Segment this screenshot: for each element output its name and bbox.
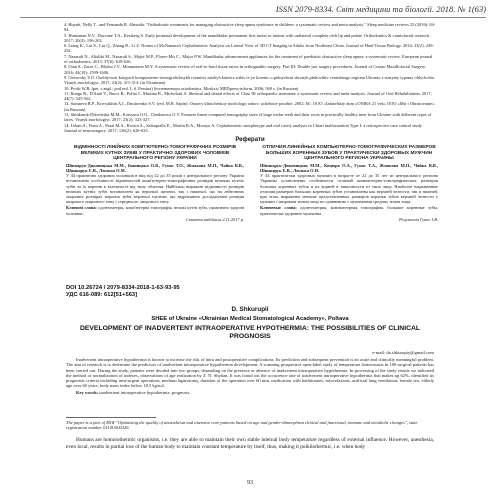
referat-stamp: Стаття надійшла 2.11.2017 р. <box>185 216 244 222</box>
udc-line: УДС 616-089: 612[51+563] <box>66 292 138 298</box>
referat-authors: Шінкарук-Диковицька М.М., Іваницька О.В., Гунас Т.О., Жмакова М.П., Чайка В.В., Шинкарук Є.В., Люлька О.М. <box>66 162 244 173</box>
reference-item: 10. Profit W.R. (per. s angl.; pod red. L.S. Persina) Sovremennaya ortodontiya. Moskva: MEDpress-inform, 2006; 560 s. (in Russian) <box>64 85 299 91</box>
reference-item: 12. Sarnaeva R.P., Krivyakhin A.I., Dmitrienko S.V. (red. M.R. Sapin). Osnovy klinicheskoy morfologii zubov: uchebnoe posobie. 2002; M.: OOO «Izdatelskiy dom «ONIKS 21 vek» OOO «Mir i Obrazovanie». (in Russian) <box>64 101 436 112</box>
reference-item: 13. Shinkaruk-Dikovitska M.M., Kotsyura O.O., Chetkasova O.V. Features linear computed tomography sizes of large molar teeth and their roots in practically healthy men from Ukraine with different types of faces. Visnyk morfologiyi. 2017; 23(2): 323-327. <box>64 112 432 123</box>
reference-item: 6. Liang K., Liu S., Liu Q., Zhang B., Li Z. Norms of McNamara's Cephalometric Analysis on Lateral View of 3D CT Imaging in Adults from Northeast China. Journal of Hard Tissue Biology. 2014; 23(2): 249-254. <box>64 43 434 54</box>
reference-item: 7. Nazarali N., Altalibi M., Nazarali S., Major M.P., Flores-Mir C., Major P.W. Mandibular advancement appliances for the treatment of paediatric obstructive sleep apnea: a systematic review. European journal of orthodontics. 2015; 37(6): 618-626. <box>64 53 433 65</box>
keywords-label: Key words: <box>76 389 99 395</box>
journal-reference: ISSN 2079-8334. Світ медицини та біології. 2018. № 1(63) <box>275 4 486 14</box>
page-header <box>0 0 500 20</box>
referat-body: У 44 практично здорових чоловіків в віці від 22 до 35 років з центрального регіону України встановлено особливості відмінностей комп'ютерно-томографічних розмірів великих кутніх зубів та їх коренів в залежності від типу обличчя. Найбільш виражені відмінності розмірів великих кутніх зубів встановлено як верхньої щелепи, так і нижньої, що на лейтонних лицьових розмірах коронок зубів верхньої щелепи, що відрізняють досліджувані розміри широкого лицьового типу і середнього лицьового типу. <box>66 173 244 205</box>
referat-title: ОТЛИЧИЯ ЛИНЕЙНЫХ КОМПЬЮТЕРНО-ТОМОГРАФИЧЕСКИХ РАЗМЕРОВ БОЛЬШИХ КОРЕННЫХ ЗУБОВ У ПРАКТИЧЕСКИ ЗДОРОВЫХ МУЖЧИН ЦЕНТРАЛЬНОГО РЕГИОНА УКРАИНЫ <box>262 145 436 162</box>
header-divider <box>20 17 486 18</box>
reference-item: 5. Huntsman N.V., Dorvane T.A., Kestberg S. Early postnatal development of the mandibular permanent first molar in infants with unilateral complete cleft lip and palate. Orthodontics & craniofacial research. 2017; 20(4): 196-203. <box>64 32 431 43</box>
article-identifiers <box>66 285 180 299</box>
referat-russian <box>260 145 438 222</box>
reference-item: 14. Urban A., Furst A., Parai M.A., Rovira A., Saltaquallo E., Martin R.A., Morayo A. Cephalometric morphotype and oral cavity analysis in Chiari malformation Type I: a retrospective case control study. Journal of neurosurgery. 2017; 126(2): 626-633. <box>64 122 423 133</box>
author-email: e-mail: da.shkurupiy@gmail.com <box>372 350 434 355</box>
article-abstract <box>66 357 434 396</box>
abstract-keywords <box>66 390 434 395</box>
referat-heading: Реферати <box>235 137 265 143</box>
referat-ukrainian <box>66 145 244 222</box>
article-title: DEVELOPMENT OF INADVERTENT INTRAOPERATIVE HYPOTHERMIA: THE POSSIBILITIES OF CLINICAL PROGNOSIS <box>79 325 421 340</box>
page-number: 93 <box>247 480 253 486</box>
referat-keywords <box>260 205 438 215</box>
reference-list <box>64 22 436 133</box>
reference-item: 8. Oian S., Zaror C., Blytho J.V., Mommaerts M.Y. A systematic review of soft-to-hard tissue ratios in orthognathic surgery. Part III: Double jaw surgery procedures. Journal of Cranio-Maxillofacial Surgery. 2016; 44(10): 1599-1606. <box>64 64 427 75</box>
article-affiliation: SHEE of Ukraine «Ukrainian Medical Stomatological Academy», Poltava <box>151 316 349 322</box>
article-author: D. Shkurupii <box>231 306 269 313</box>
referat-body: У 44 практически здоровых мужчин в возрасте от 22 до 35 лет из центрального региона Украины установлены особенности отличий компьютерно-томографических размеров больших коренных зубов и их корней в зависимости от типа лица. Наиболее выраженные отличия размеров больших коренных зубов установлены как верхней челюсти, так и нижней, при этом, выражены меньше представленных размеров коронки зубов верхней челюсти у мужчин с широким типом лица по сравнению с мужчинами средних типов лица. <box>260 173 438 205</box>
reference-item: 11. Rongo R., D'Antò V., Bucci R., Polito I., Martina R., Michelotti A. Skeletal and dental effects of Class III orthopaedic treatment: a systematic review and meta-analysis. Journal of Oral Rehabilitation. 2017; 44(7): 545-562. <box>64 90 432 102</box>
keywords-label: Ключові слова: <box>66 205 97 211</box>
referat-title: ВІДМІННОСТІ ЛІНІЙНИХ КОМП'ЮТЕРНО-ТОМОГРАФІЧНИХ РОЗМІРІВ ВЕЛИКИХ КУТНІХ ЗУБІВ У ПРАКТИЧНО ЗДОРОВИХ ЧОЛОВІКІВ ЦЕНТРАЛЬНОГО РЕГІОНУ УКРАЇНИ <box>73 145 237 162</box>
abstract-text: Inadvertent intraoperative hypothermia is known to increase the risk of intra and postoperative complications. Its prediction and subsequent prevention is an acute and clinically meaningful problem. The aim of research is to determine the predictors of inadvertent intraoperative hypothermia development. A scanning prospective open-label study of temperature homeostasis in 100 surgical patients has been carried out. During the study, patients were divided into two groups, depending on the presence or absence of inadvertent intraoperative hypothermia. In processing of the study results we indicated the method of normalization of indexes, observations of age realization by Z. N. Shyhan. It was found out the occurrence rate of inadvertent intraoperative hypothermia that makes up 62%, identified its prognostic criteria including time-urgent operations, medium laparotomy, duration of the operation over 60 min, medication with barbiturates, myorelaxants, artificial lung ventilation, female sex, elderly age over 60 years, body mass index below 18.5 kg/m2. <box>66 357 434 389</box>
keywords-text: одонтометрія, комп'ютерна томографія, великі кутні зуби, практично здорові чоловіки. <box>66 205 244 216</box>
article-body-text: Humans are homoiothermic organisms, i.e. they are able to maintain their own stable internal body temperature regardless of external influence. However, anesthesia, even local, results in partial loss of the human body to maintain constant temperature by itself, thus, making it poikilothermic, i.e. when body <box>66 437 434 450</box>
keywords-text: inadvertent intraoperative hypothermia, prognosis. <box>99 389 191 395</box>
referat-stamp: Рецензент Гунас І.В. <box>398 216 438 222</box>
doi-line: DOI 10.26724 / 2079-8334-2018-1-63-93-95 <box>66 285 180 291</box>
keywords-label: Ключевые слова: <box>260 205 297 211</box>
footnote-divider <box>66 417 156 418</box>
referat-authors: Шинкарук-Диковицкая М.М., Коцюра О.А., Гунас Т.А., Жмакова М.П., Чайка В.В., Шинкарук Е.В., Люлька О.Н. <box>260 162 438 173</box>
referat-keywords <box>66 205 244 215</box>
reference-item: 9. Ozhovsky V.O. Osoblyvosti kutypich kompyuterno-tomografichnykh rozmiriv mizhyh kutnics zubiv te yo korenic u pidnyzhcni skronyh pluhovikiv centralnogo regionu Ukraniy z riznymy typamy oblychchia. Visnyk morfologiyi. 2017; 23(2): 311-314. (in Ukrainian) <box>64 74 435 86</box>
keywords-text: одонтометрия, компьютерная томография, большие коренные зубы, практически здоровые мужчины. <box>260 205 438 216</box>
research-footnote: The paper is a part of RSW "Optimizing the quality of anaesthesia and intensive care patients based on age and gender-dimorphism clinical and functional, immune and metabolic changes", state registration number 0114U000326. <box>66 420 418 431</box>
reference-item: 4. Huynh, Nelly T., and Fernanda R. Almeida. "Orthodontic treatments for managing obstructive sleep apnea syndrome in children: a systematic review and meta-analysis." Sleep medicine reviews 25 (2016): 84-94. <box>64 22 436 33</box>
